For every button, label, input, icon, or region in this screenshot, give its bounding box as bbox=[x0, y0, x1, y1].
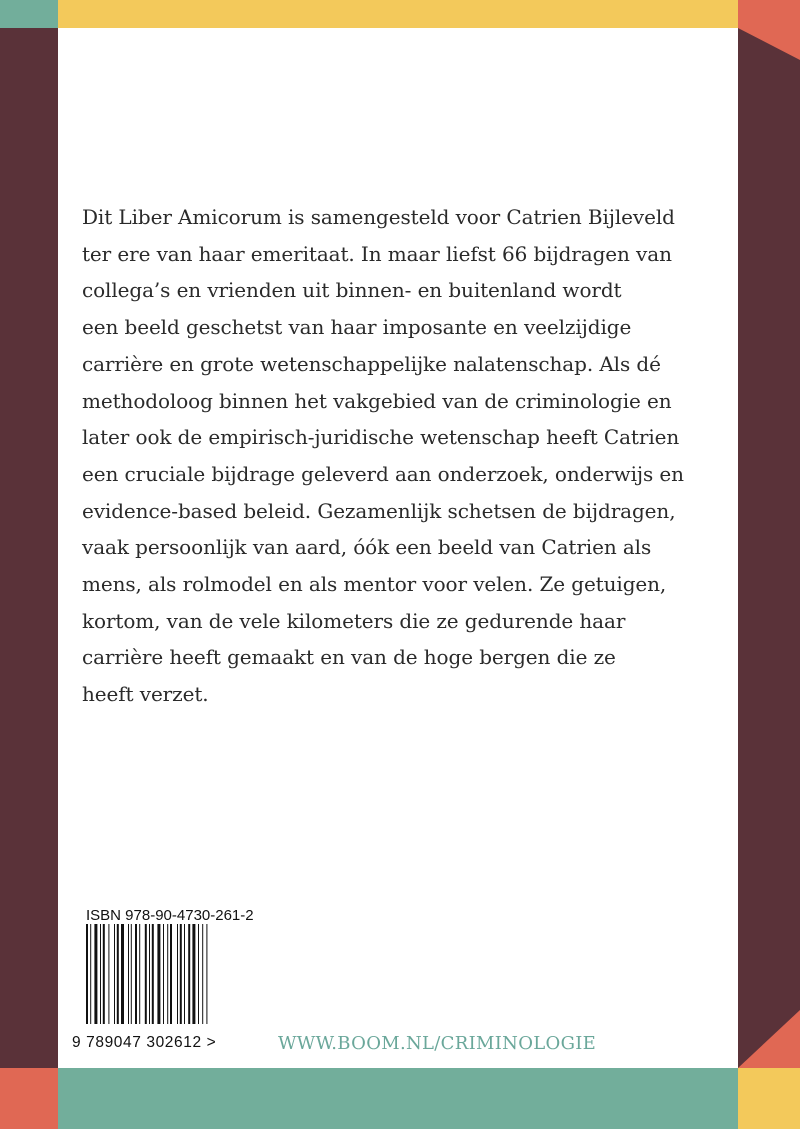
barcode-bar bbox=[167, 924, 168, 1024]
barcode-bar bbox=[198, 924, 199, 1024]
publisher-url: WWW.BOOM.NL/CRIMINOLOGIE bbox=[278, 1033, 597, 1054]
barcode-bar bbox=[139, 924, 140, 1024]
blurb-line: carrière heeft gemaakt en van de hoge bergen die ze bbox=[82, 645, 616, 670]
top-left-corner-teal bbox=[0, 0, 58, 28]
barcode-bar bbox=[86, 924, 88, 1024]
blurb-line: een cruciale bijdrage geleverd aan onderzoek, onderwijs en bbox=[82, 461, 684, 486]
barcode-bar bbox=[121, 924, 124, 1024]
barcode-bar bbox=[152, 924, 154, 1024]
barcode-bar bbox=[90, 924, 91, 1024]
blurb-line: collega’s en vrienden uit binnen- en buitenland wordt bbox=[82, 278, 622, 303]
barcode-bar bbox=[184, 924, 185, 1024]
bottom-left-corner-coral bbox=[0, 1068, 58, 1129]
blurb-line: Dit Liber Amicorum is samengesteld voor Catrien Bijleveld bbox=[82, 205, 675, 229]
barcode-bar bbox=[145, 924, 147, 1024]
blurb-line: mens, als rolmodel en als mentor voor velen. Ze getuigen, bbox=[82, 572, 667, 597]
barcode-bar bbox=[135, 924, 137, 1024]
left-band-maroon bbox=[0, 28, 58, 1068]
barcode-bar bbox=[100, 924, 101, 1024]
back-cover-blurb bbox=[82, 199, 722, 713]
bottom-band-teal bbox=[58, 1068, 738, 1129]
barcode-bar bbox=[202, 924, 203, 1024]
blurb-line: heeft verzet. bbox=[82, 682, 209, 707]
blurb-line: een beeld geschetst van haar imposante en veelzijdige bbox=[82, 315, 632, 340]
barcode-bar bbox=[94, 924, 97, 1024]
blurb-line: carrière en grote wetenschappelijke nalatenschap. Als dé bbox=[82, 351, 661, 376]
barcode-bar bbox=[131, 924, 132, 1024]
barcode-image bbox=[86, 924, 240, 1024]
barcode-bar bbox=[114, 924, 115, 1024]
right-band-maroon bbox=[738, 28, 800, 1068]
barcode-bar bbox=[177, 924, 178, 1024]
blurb-line: methodoloog binnen het vakgebied van de criminologie en bbox=[82, 388, 672, 413]
blurb-line: ter ere van haar emeritaat. In maar liefst 66 bijdragen van bbox=[82, 241, 672, 266]
barcode-bar bbox=[188, 924, 190, 1024]
barcode-bar bbox=[157, 924, 160, 1024]
blurb-line: evidence-based beleid. Gezamenlijk schetsen de bijdragen, bbox=[82, 498, 676, 523]
barcode-bar bbox=[180, 924, 182, 1024]
barcode-bar bbox=[192, 924, 195, 1024]
barcode-bar bbox=[149, 924, 150, 1024]
isbn-label: ISBN 978-90-4730-261-2 bbox=[86, 907, 254, 924]
barcode-bar bbox=[206, 924, 207, 1024]
blurb-line: vaak persoonlijk van aard, óók een beeld van Catrien als bbox=[82, 535, 652, 560]
barcode-bar bbox=[163, 924, 164, 1024]
barcode-bar bbox=[117, 924, 119, 1024]
top-band-yellow bbox=[58, 0, 738, 28]
barcode-digits: 9 789047 302612 > bbox=[72, 1034, 217, 1051]
blurb-line: later ook de empirisch-juridische wetenschap heeft Catrien bbox=[82, 425, 680, 450]
barcode-bar bbox=[128, 924, 129, 1024]
barcode-bar bbox=[170, 924, 172, 1024]
blurb-line: kortom, van de vele kilometers die ze gedurende haar bbox=[82, 608, 626, 633]
barcode-bar bbox=[103, 924, 105, 1024]
barcode-bar bbox=[108, 924, 109, 1024]
top-right-corner-graphic bbox=[738, 0, 800, 60]
